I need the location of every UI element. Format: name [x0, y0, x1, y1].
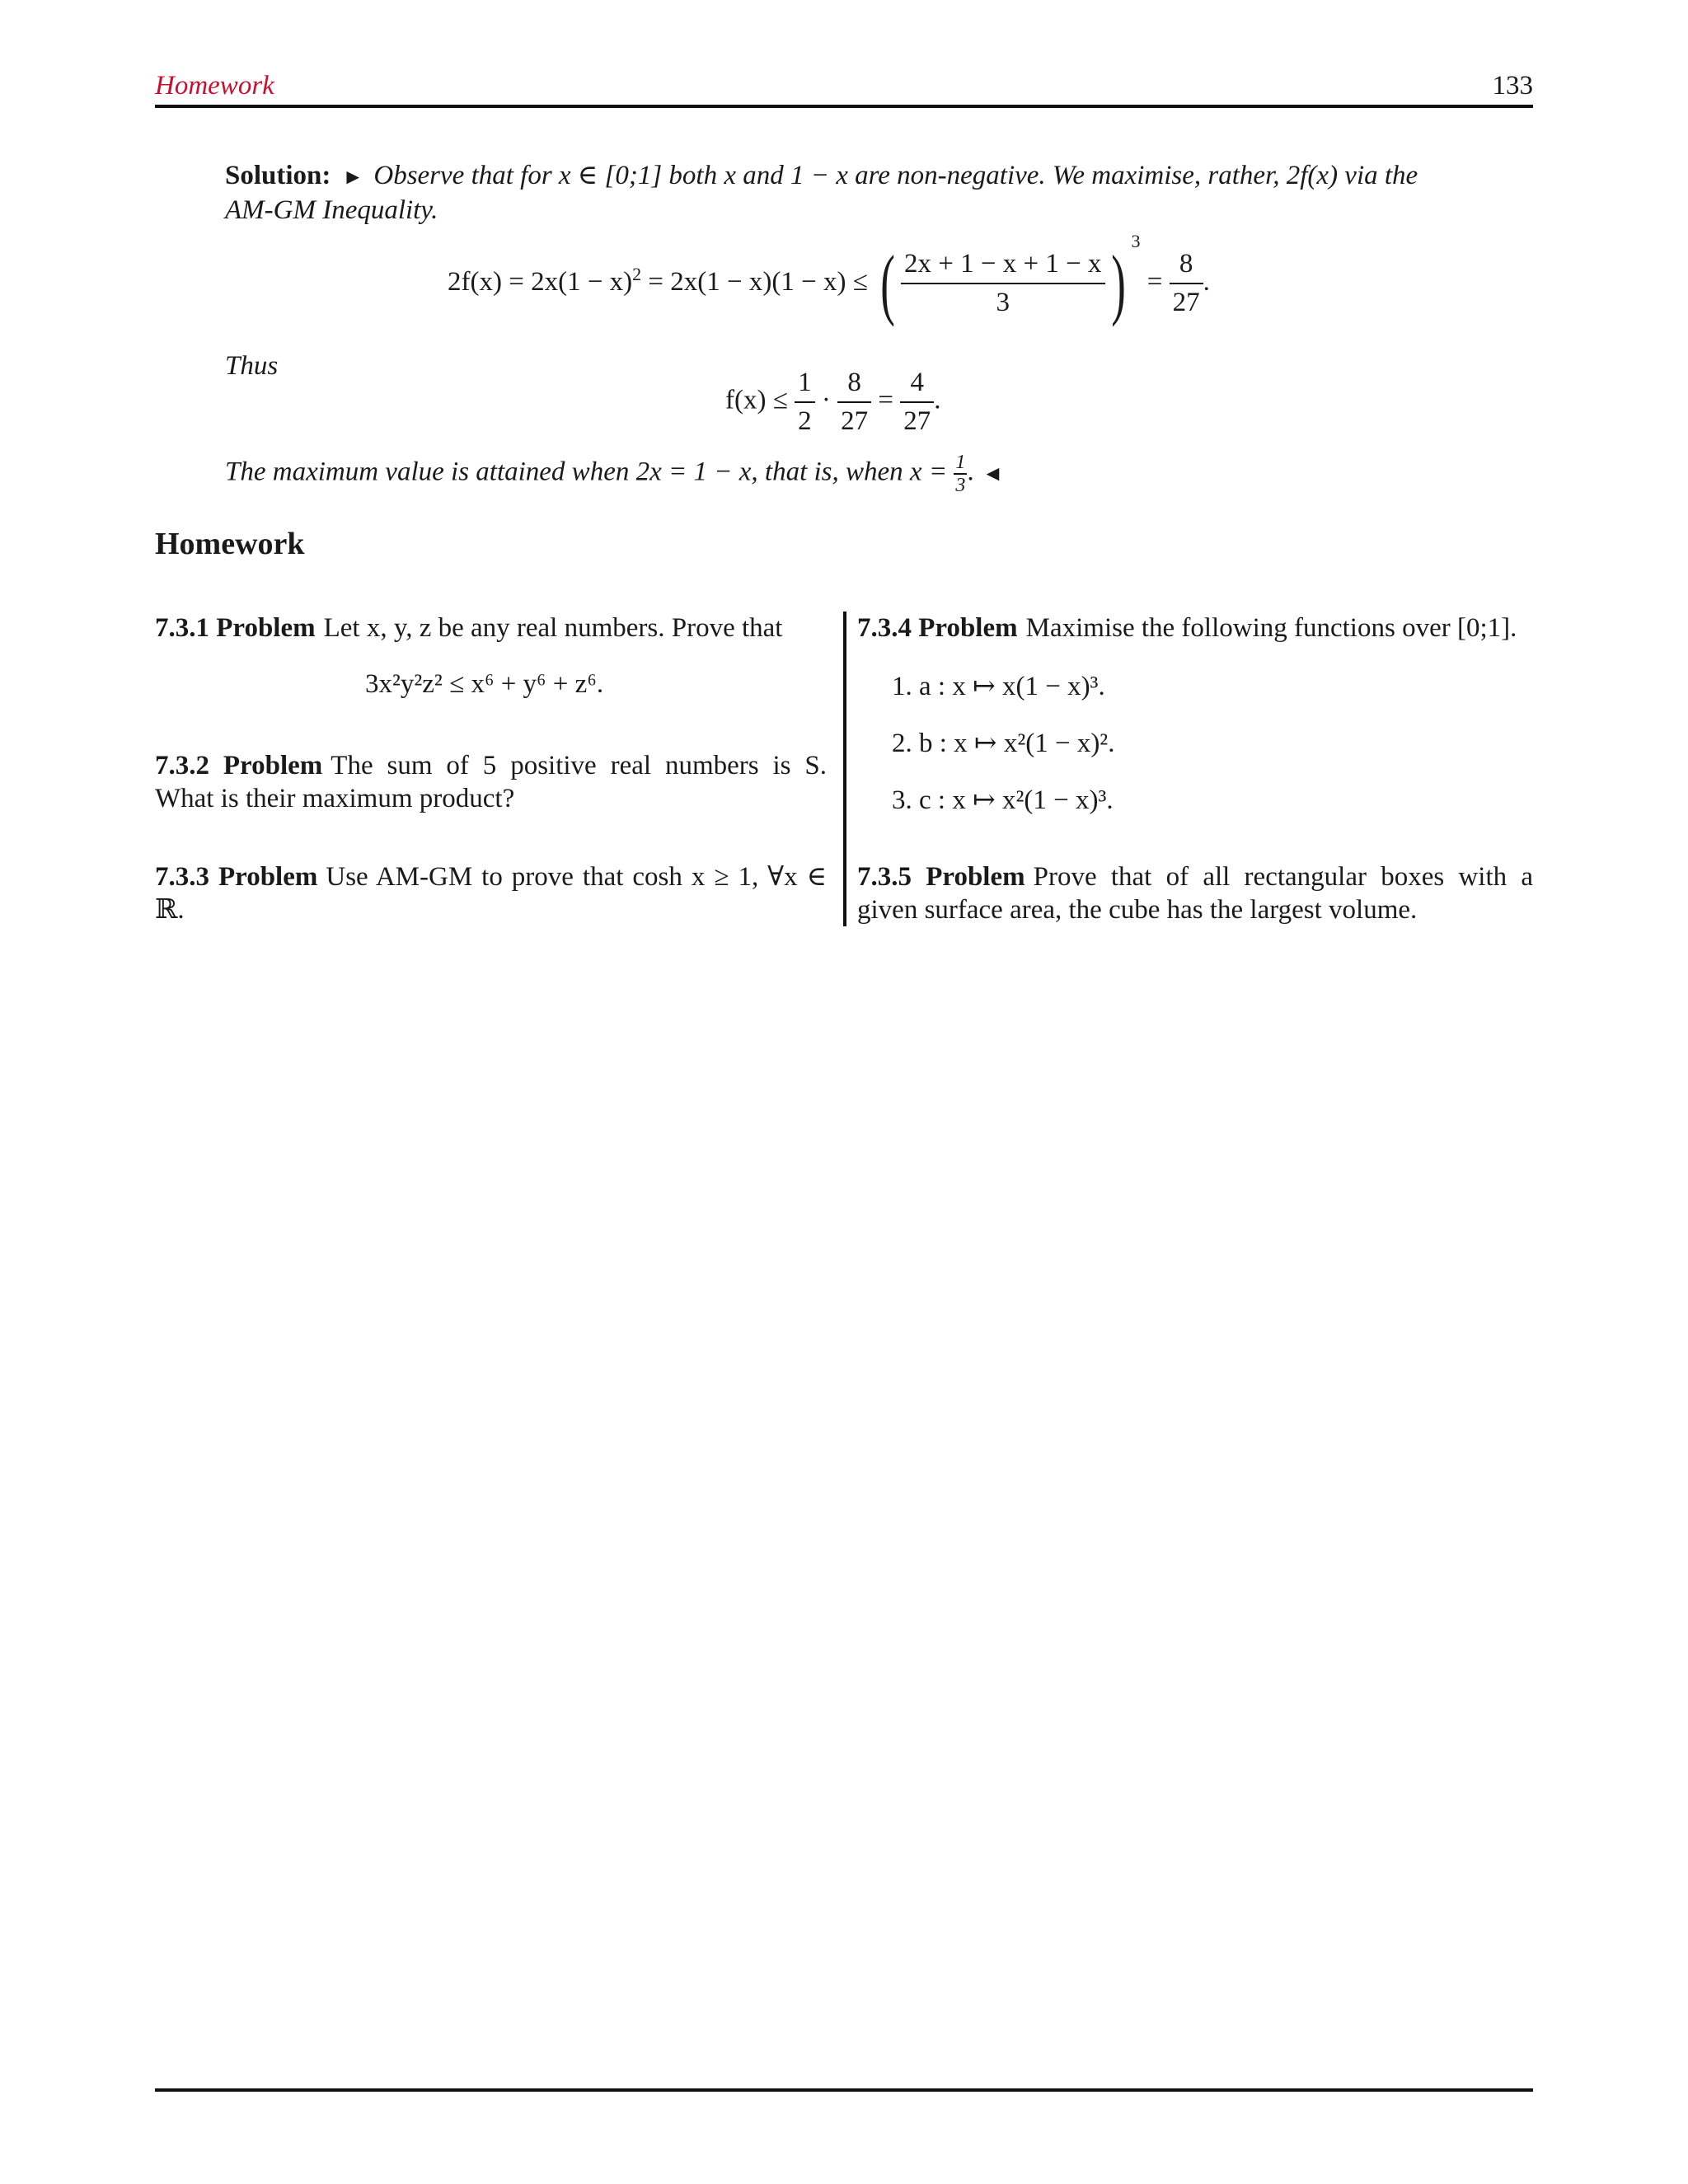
eq1-fraction [901, 249, 1104, 318]
conclusion-frac-num: 1 [955, 452, 966, 473]
conclusion-text: The maximum value is attained when 2x = 1 − x, that is, when x = [225, 457, 948, 487]
thus-text: Thus [225, 351, 279, 381]
problem-number: 7.3.1 Problem [155, 613, 316, 643]
equation-bound: f(x) ≤ $\frac{1}{2}$ · $\frac{8}{27}$ = $\frac{4}{27}$ . [725, 368, 941, 436]
eq1-result [1170, 249, 1203, 318]
right-paren: ) [1110, 239, 1126, 328]
left-paren: ( [880, 239, 895, 328]
problem-7-3-3 [155, 860, 827, 926]
eq2-frac-half [795, 368, 815, 437]
problem-7-3-1-equation: 3x²y²z² ≤ x⁶ + y⁶ + z⁶. [365, 669, 604, 699]
problem-7-3-4-item-3: 3. c : x ↦ x²(1 − x)³. [892, 785, 1114, 815]
page-number: 133 [1492, 71, 1533, 101]
eq1-frac-num: 2x + 1 − x + 1 − x [904, 249, 1102, 279]
problem-7-3-4 [857, 612, 1533, 644]
equation-am-gm: $2f(x) = 2x(1 - x)^2 = 2x(1 - x)(1 - x)$ ≤ ( $\frac{2x + 1 - x + 1 - x}{3}$ ) $^3$ = $\frac{8}{27}$ . [448, 231, 1210, 328]
eq2-lhs: f(x) ≤ [725, 385, 788, 415]
header-rule [155, 105, 1533, 108]
eq2-frac-eight [837, 368, 871, 437]
proof-start-icon: ► [342, 165, 364, 189]
problem-number: 7.3.5 Problem [857, 862, 1025, 892]
eq2-frac-four [900, 368, 934, 437]
proof-end-icon: ◄ [982, 461, 1004, 485]
running-header-section: Homework [155, 71, 274, 101]
footer-rule [155, 2088, 1533, 2092]
eq2-f2-num: 8 [847, 368, 861, 397]
problem-7-3-4-item-2: 2. b : x ↦ x²(1 − x)². [892, 729, 1115, 758]
eq2-equals: = [878, 385, 893, 415]
problem-7-3-1 [155, 612, 827, 644]
eq1-result-den: 27 [1170, 283, 1203, 318]
problem-text: Prove that of all rectangular boxes with a given surface area, the cube has the largest volume. [857, 862, 1534, 925]
problem-text: Maximise the following functions over [0;1]. [1025, 613, 1517, 643]
eq2-f1-num: 1 [798, 368, 812, 397]
column-divider [843, 612, 846, 926]
problem-number: 7.3.3 Problem [155, 862, 318, 892]
eq2-f3-den: 27 [900, 401, 934, 437]
problem-text: Let x, y, z be any real numbers. Prove that [323, 613, 783, 643]
solution-conclusion: The maximum value is attained when 2x = 1 − x, that is, when x = $\frac{1}{3}$ . ◄ [225, 452, 1004, 496]
problem-7-3-2 [155, 749, 827, 815]
problem-text: Use AM-GM to prove that cosh x ≥ 1, ∀x ∈ ℝ. [155, 862, 827, 925]
conclusion-fraction [954, 452, 967, 495]
eq2-f2-den: 27 [837, 401, 871, 437]
conclusion-frac-den: 3 [955, 475, 966, 496]
eq2-dot: · [821, 385, 831, 415]
solution-intro-text: Observe that for x ∈ [0;1] both x and 1 − x are non-negative. We maximise, rather, 2f(x) via the AM-GM Inequality. [225, 161, 1418, 225]
eq1-mid: = 2x(1 − x)(1 − x) ≤ [641, 267, 868, 297]
problem-7-3-4-item-1: 1. a : x ↦ x(1 − x)³. [892, 672, 1105, 701]
problem-number: 7.3.2 Problem [155, 751, 323, 780]
eq1-lhs: 2f(x) = 2x(1 − x) [448, 267, 633, 297]
problem-number: 7.3.4 Problem [857, 613, 1018, 643]
problem-7-3-5 [857, 860, 1533, 926]
eq2-f1-den: 2 [795, 401, 815, 437]
solution-intro [225, 159, 1465, 227]
solution-label: Solution: [225, 161, 331, 190]
section-title: Homework [155, 527, 305, 561]
eq1-exponent: 3 [1131, 231, 1141, 251]
eq1-equals: = [1146, 267, 1163, 297]
eq2-f3-num: 4 [910, 368, 924, 397]
eq1-result-num: 8 [1179, 249, 1193, 279]
problem-text: The sum of 5 positive real numbers is S. What is their maximum product? [155, 751, 828, 813]
eq1-frac-den: 3 [901, 283, 1104, 318]
eq1-square: 2 [632, 264, 642, 284]
